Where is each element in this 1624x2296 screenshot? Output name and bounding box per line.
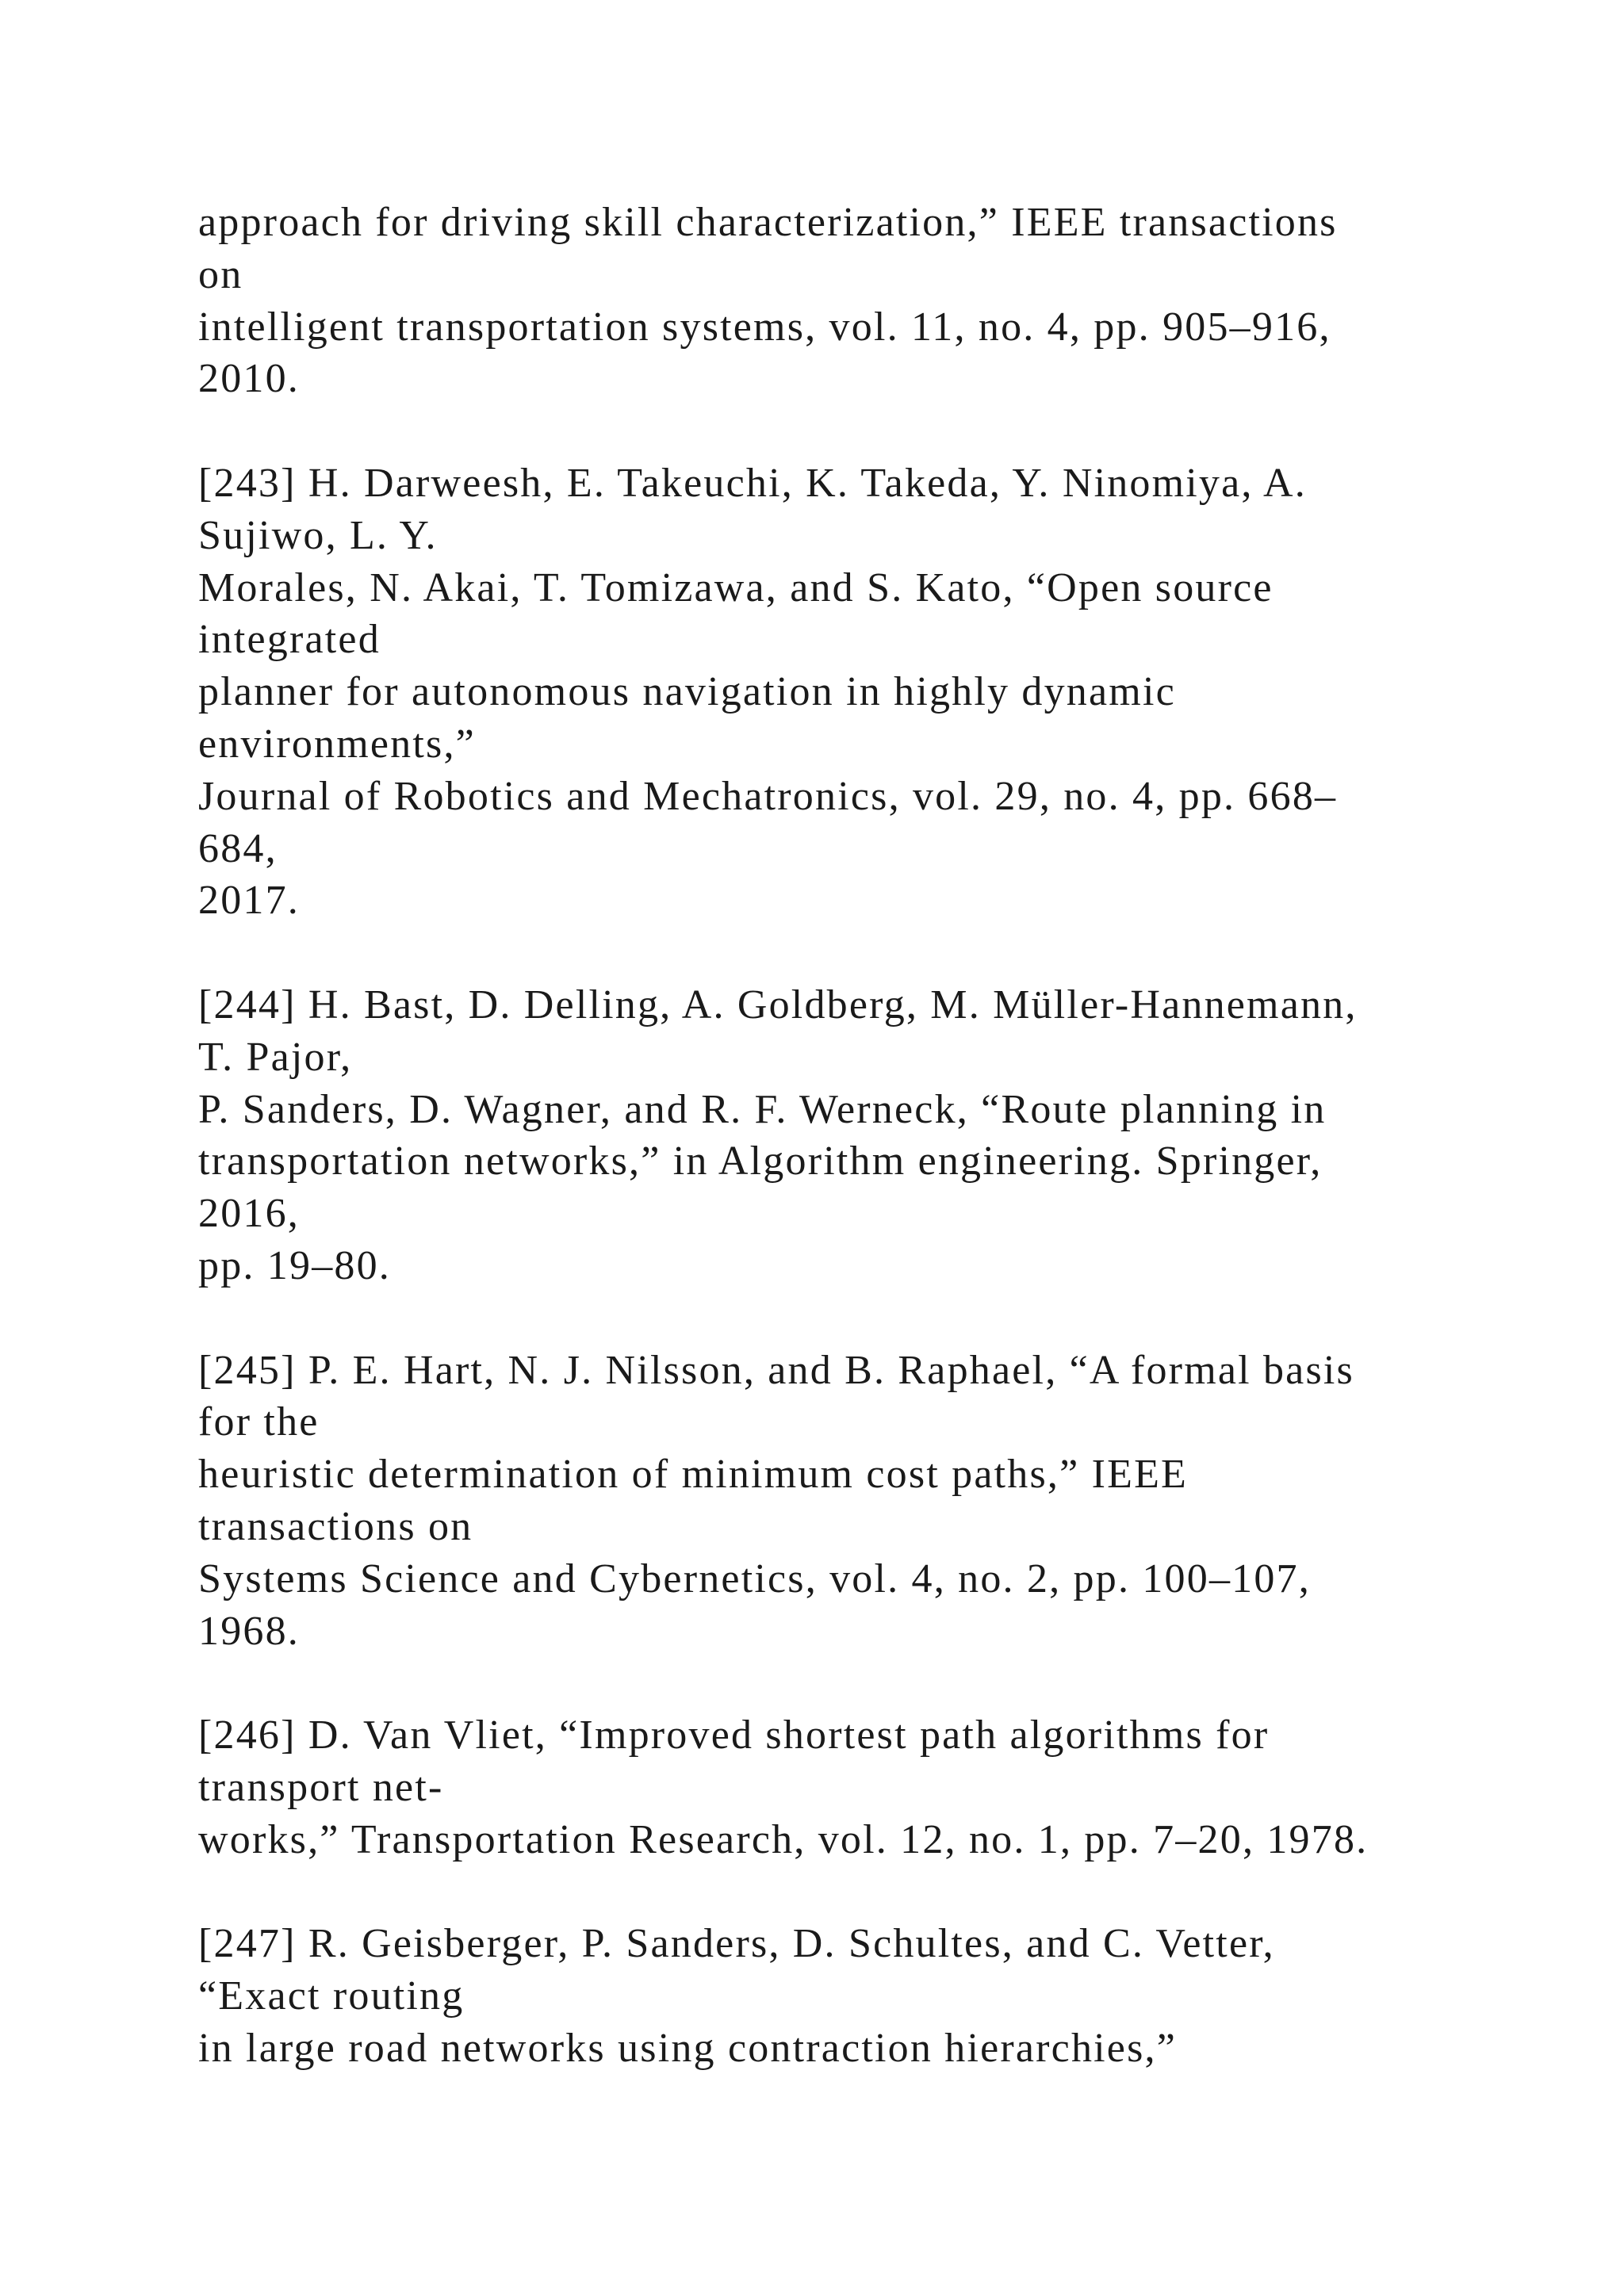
- reference-line: 684,: [198, 825, 278, 871]
- reference-line: Morales, N. Akai, T. Tomizawa, and S. Kato, “Open source: [198, 564, 1274, 610]
- reference-line: [245] P. E. Hart, N. J. Nilsson, and B. Raphael, “A formal basis: [198, 1347, 1354, 1393]
- reference-line: Sujiwo, L. Y.: [198, 512, 438, 558]
- reference-entry-245: [198, 1345, 1610, 1658]
- reference-entry-246: [198, 1709, 1610, 1866]
- reference-entry-continued: [198, 197, 1610, 405]
- reference-line: heuristic determination of minimum cost paths,” IEEE: [198, 1452, 1189, 1498]
- reference-line: 2017.: [198, 878, 300, 924]
- reference-line: Systems Science and Cybernetics, vol. 4, no. 2, pp. 100–107,: [198, 1556, 1311, 1601]
- reference-line: 1968.: [198, 1608, 300, 1654]
- reference-line: 2016,: [198, 1191, 300, 1237]
- reference-line: Journal of Robotics and Mechatronics, vol. 29, no. 4, pp. 668–: [198, 773, 1338, 819]
- reference-line: pp. 19–80.: [198, 1242, 391, 1288]
- reference-line: 2010.: [198, 356, 300, 402]
- reference-line: transportation networks,” in Algorithm engineering. Springer,: [198, 1138, 1323, 1184]
- reference-line: works,” Transportation Research, vol. 12, no. 1, pp. 7–20, 1978.: [198, 1816, 1369, 1862]
- reference-line: integrated: [198, 617, 381, 663]
- reference-line: [247] R. Geisberger, P. Sanders, D. Schultes, and C. Vetter,: [198, 1921, 1275, 1967]
- reference-line: on: [198, 251, 243, 297]
- reference-line: “Exact routing: [198, 1973, 465, 2019]
- reference-line: T. Pajor,: [198, 1034, 353, 1080]
- reference-line: transactions on: [198, 1503, 473, 1549]
- reference-line: environments,”: [198, 721, 476, 767]
- reference-line: P. Sanders, D. Wagner, and R. F. Werneck, “Route planning in: [198, 1086, 1327, 1132]
- reference-entry-243: [198, 457, 1610, 927]
- reference-line: for the: [198, 1399, 320, 1445]
- reference-line: intelligent transportation systems, vol. 11, no. 4, pp. 905–916,: [198, 304, 1331, 350]
- reference-line: transport net-: [198, 1764, 444, 1810]
- reference-line: planner for autonomous navigation in highly dynamic: [198, 669, 1176, 715]
- reference-list: [198, 197, 1610, 2075]
- reference-line: [243] H. Darweesh, E. Takeuchi, K. Takeda, Y. Ninomiya, A.: [198, 460, 1307, 506]
- reference-line: in large road networks using contraction hierarchies,”: [198, 2025, 1178, 2071]
- reference-entry-244: [198, 979, 1610, 1292]
- reference-line: approach for driving skill characterization,” IEEE transactions: [198, 200, 1338, 245]
- reference-line: [244] H. Bast, D. Delling, A. Goldberg, M. Müller-Hannemann,: [198, 982, 1358, 1027]
- reference-entry-247: [198, 1918, 1610, 2074]
- reference-line: [246] D. Van Vliet, “Improved shortest path algorithms for: [198, 1712, 1270, 1758]
